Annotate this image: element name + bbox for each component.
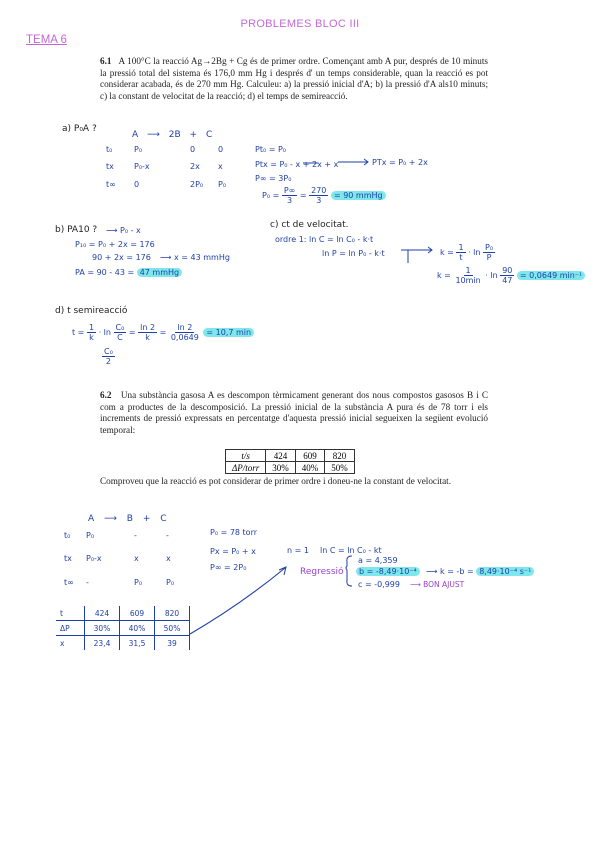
sol2-row-tx: tx P₀-x x x (64, 554, 171, 563)
sol2-bon-ajust: ⟶ BON AJUST (410, 580, 465, 589)
sol-a-row-tx: tx P₀-x 2x x (106, 162, 223, 171)
sol-b-eq1: P₁₀ = P₀ + 2x = 176 (75, 240, 155, 249)
sol2-k: ⟶ k = -b = 8,49·10⁻⁴ s⁻¹ (426, 567, 534, 576)
sol2-b: b = -8,49·10⁻⁴ (356, 567, 420, 576)
sol2-row-tinf: t∞ - P₀ P₀ (64, 578, 175, 587)
sol2-a: a = 4,359 (358, 556, 398, 565)
sol-c-ordre: ordre 1: ln C = ln C₀ - k·t (275, 235, 374, 244)
table-row: x 23,4 31,5 39 (56, 636, 190, 651)
sol-a-label: a) P₀A ? (62, 124, 97, 134)
eq-ptx-result: PTx = P₀ + 2x (372, 158, 428, 167)
problem-2-text2: Comproveu que la reacció es pot considerar de primer ordre i doneu-ne la constant de velocitat. (100, 476, 452, 486)
result-p0-highlight: = 90 mmHg (331, 191, 386, 200)
sol-a-row-t0: t₀ P₀ 0 0 (106, 145, 224, 154)
eq-p0: P₀ = $\frac{P\infty}{3}$ = $\frac{270}{3}$ = 90 mmHg (262, 186, 386, 205)
brace (346, 556, 352, 586)
eq-pt0: Pt₀ = P₀ (255, 145, 286, 154)
tema-title: TEMA 6 (26, 34, 67, 46)
problem-2-number: 6.2 (100, 390, 112, 400)
sol-b-arrow: ⟶ P₀ - x (106, 226, 141, 235)
eq-ptinf: P∞ = 3P₀ (255, 174, 292, 183)
eq-ptx: Ptx = P₀ - x + 2x + x (255, 160, 339, 169)
table-row: t 424 609 820 (56, 606, 190, 621)
sol2-reaction: A ⟶ B + C (88, 514, 167, 524)
sol-d-c0-frac: $\frac{\text{C₀}}{2}$ (104, 347, 113, 366)
sol-c-k2: k = $\frac{1}{10\min}$ · ln $\frac{90}{47}$ = 0,0649 min⁻¹ (437, 266, 585, 285)
sol2-row-t0: t₀ P₀ - - (64, 531, 169, 540)
sol-c-label: c) ct de velocitat. (270, 220, 349, 230)
sol2-c: c = -0,999 (358, 580, 400, 589)
table-row: ΔP 30% 40% 50% (56, 621, 190, 636)
sol-d-eq: t = $\frac{1}{k}$ · ln $\frac{\text{C₀}}{C}$ = $\frac{\ln 2}{k}$ = $\frac{\ln 2}{0,0649}$ = 10,7 min (72, 323, 254, 342)
sol-d-label: d) t semireacció (55, 306, 128, 316)
sol2-n1: n = 1 (287, 546, 309, 555)
sol2-pinf: P∞ = 2P₀ (210, 563, 247, 572)
table-row: ΔP/torr 30% 40% 50% (226, 462, 355, 474)
sol-b-eq2: 90 + 2x = 176 (92, 253, 151, 262)
result-pa-highlight: 47 mmHg (137, 268, 182, 277)
sol-c-lnp: ln P = ln P₀ - k·t (322, 249, 385, 258)
sol-b-label: b) PA10 ? (55, 225, 98, 235)
problem-2-text: Una substància gasosa A es descompon tèrmicament generant dos nous compostos gasosos B i C com a productes de la descomposició. La pressió inicial de la substància A pura és de 78 torr i els increments de pressió expressats en percentatge d'aquesta pressió inicial segueixen la següent evolució temporal: (100, 390, 489, 435)
sol-c-k1: k = $\frac{1}{t}$ · ln $\frac{\text{P₀}}{P}$ (440, 243, 494, 262)
sol2-p0: P₀ = 78 torr (210, 528, 258, 537)
sol2-regressio: Regressió (300, 567, 344, 577)
page-header: PROBLEMES BLOC III (240, 18, 360, 30)
result-k-highlight: = 0,0649 min⁻¹ (517, 271, 585, 280)
result-k2-highlight: 8,49·10⁻⁴ s⁻¹ (476, 567, 534, 576)
result-t-highlight: = 10,7 min (203, 328, 254, 337)
sol-b-eq3: PA = 90 - 43 = 47 mmHg (75, 268, 182, 277)
table-row: t/s 424 609 820 (226, 450, 355, 462)
problem-1-number: 6.1 (100, 56, 112, 66)
sol2-px: Px = P₀ + x (210, 547, 256, 556)
sol-a-row-tinf: t∞ 0 2P₀ P₀ (106, 180, 227, 189)
sol2-lnc: ln C = ln C₀ - kt (320, 546, 382, 555)
problem-1-text: A 100°C la reacció Ag→2Bg + Cg és de primer ordre. Començant amb A pur, després de 10 minuts la pressió total del sistema és 176,0 mm Hg i després d' un temps considerable, quan la reacció es pot considerar acabada, és de 270 mm Hg. Calculeu: a) la pressió inicial d'A; b) la pressió d'A als10 minuts; c) la constant de velocitat de la reacció; d) el temps de semireacció. (100, 56, 488, 101)
curved-arrow (190, 568, 285, 634)
sol-b-eq2-res: ⟶ x = 43 mmHg (160, 253, 230, 262)
sol-a-reaction: A ⟶ 2B + C (132, 130, 213, 140)
